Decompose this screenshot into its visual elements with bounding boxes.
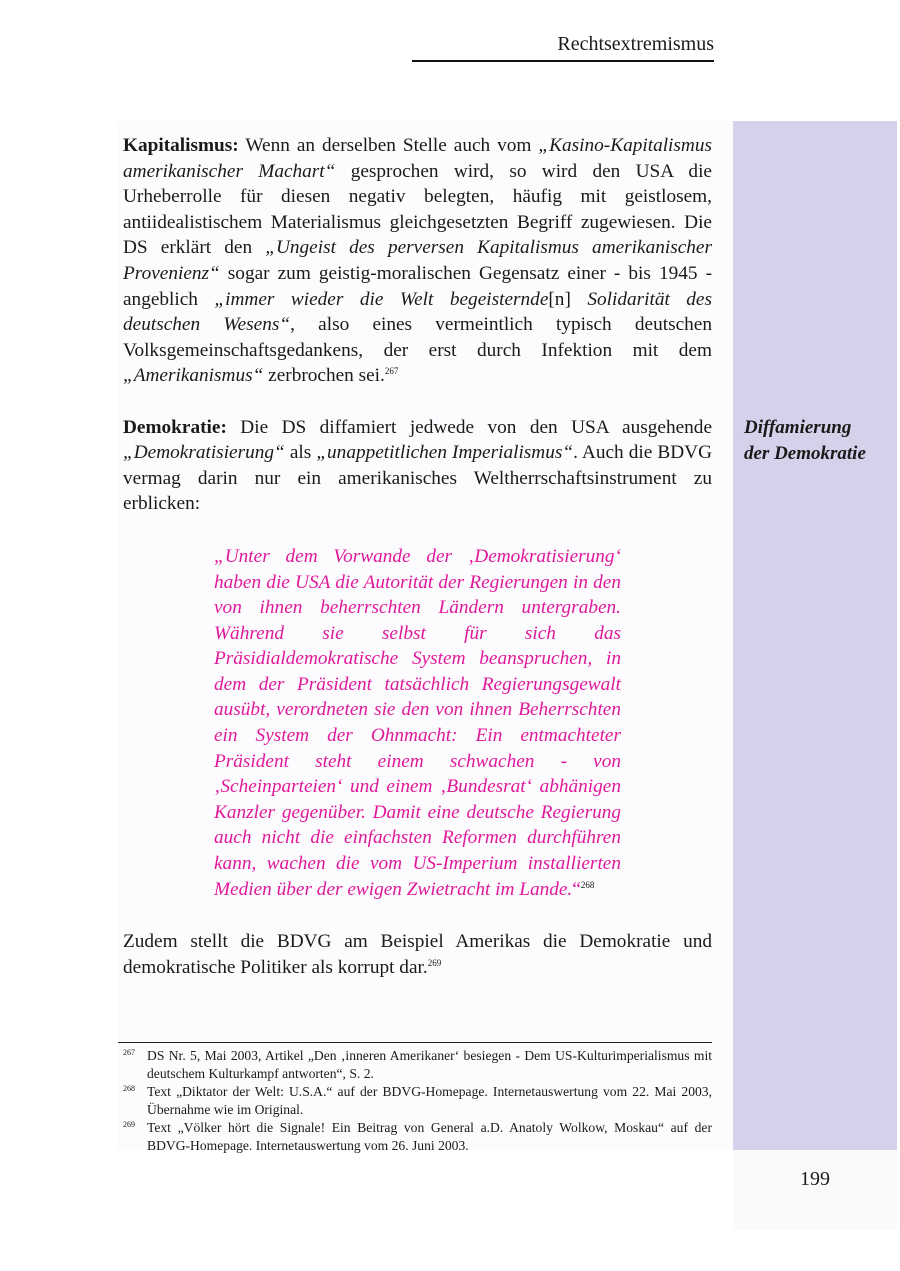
footnote-divider [118,1042,712,1043]
footnote-269 [123,1119,712,1155]
paragraph-conclusion: Zudem stellt die BDVG am Beispiel Amerikas die Demokratie und demokratische Politiker als korrupt dar.$^{269}$ [123,931,712,978]
page-number: 199 [800,1168,830,1190]
footnote-ref-268[interactable]: 268 [580,879,595,890]
footnote-268 [123,1083,712,1119]
footnote-ref-269[interactable]: 269 [427,957,442,968]
running-header-title: Rechtsextremismus [557,33,714,55]
running-header [412,30,714,62]
footnote-text: Text „Völker hört die Signale! Ein Beitrag von General a.D. Anatoly Wolkow, Moskau“ auf der BDVG-Homepage. Internetauswertung vom 26. Juni 2003. [147,1120,712,1153]
footnote-number: 267 [123,1048,135,1057]
margin-note-line2: der Demokratie [744,442,866,464]
footnote-number: 268 [123,1084,135,1093]
footnotes [123,1047,712,1155]
footnote-number: 269 [123,1120,135,1129]
term-kapitalismus: Kapitalismus: [123,135,239,156]
margin-note-line1: Diffamierung [744,417,852,438]
footnote-ref-267[interactable]: 267 [384,366,399,377]
block-quote [214,544,621,902]
paragraph-demokratie: Demokratie: Die DS diffamiert jedwede von den USA ausgehende „Demokratisierung“ als „unappetitlichen Imperialismus“. Auch die BDVG vermag darin nur ein amerikanisches Weltherrschaftsinstrument zu erblicken: [123,416,713,515]
block-quote-text: „Unter dem Vorwande der ‚Demokratisierung‘ haben die USA die Autorität der Regierungen in den von ihnen beherrschten Ländern untergraben. Während sie selbst für sich das Präsidialdemokratische System beanspruchen, in dem der Präsident tatsächlich Regierungsgewalt ausübt, verordneten sie den von ihnen Beherrschten ein System der Ohnmacht: Ein entmachteter Präsident steht einem schwachen - von ‚Scheinparteien‘ und einem ‚Bundesrat‘ abhänigen Kanzler gegenüber. Damit eine deutsche Regierung auch nicht die einfachsten Reformen durchführen kann, wachen die vom US-Imperium installierten Medien über der ewigen Zwietracht im Lande. [214,545,621,900]
paragraph-kapitalismus: Kapitalismus: Wenn an derselben Stelle auch vom „Kasino-Kapitalismus amerikanischer Machart“ gesprochen wird, so wird den USA die Urheberrolle für diesen negativ belegten, häufig mit geistlosem, antiidealistischem Materialismus gleichgesetzten Begriff zugewiesen. Die DS erklärt den „Ungeist des perversen Kapitalismus amerikanischer Provenienz“ sogar zum geistig-moralischen Gegensatz einer - bis 1945 - angeblich „immer wieder die Welt begeisternde[n] Solidarität des deutschen Wesens“, also eines vermeintlich typisch deutschen Volksgemeinschaftsgedankens, der erst durch Infektion mit dem „Amerikanismus“ zerbrochen sei.$^{267}$ [123,135,712,387]
footnote-267 [123,1047,712,1083]
body-text [123,133,712,980]
footnote-text: Text „Diktator der Welt: U.S.A.“ auf der BDVG-Homepage. Internetauswertung vom 22. Mai 2003, Übernahme wie im Original. [147,1084,712,1117]
term-demokratie: Demokratie: [123,416,227,438]
margin-sidebar [733,121,897,1150]
block-quote-close: “ [572,878,581,900]
margin-note [744,415,894,466]
footnote-text: DS Nr. 5, Mai 2003, Artikel „Den ‚inneren Amerikaner‘ besiegen - Dem US-Kulturimperialismus mit deutschem Kulturkampf antworten“, S. 2. [147,1048,712,1081]
